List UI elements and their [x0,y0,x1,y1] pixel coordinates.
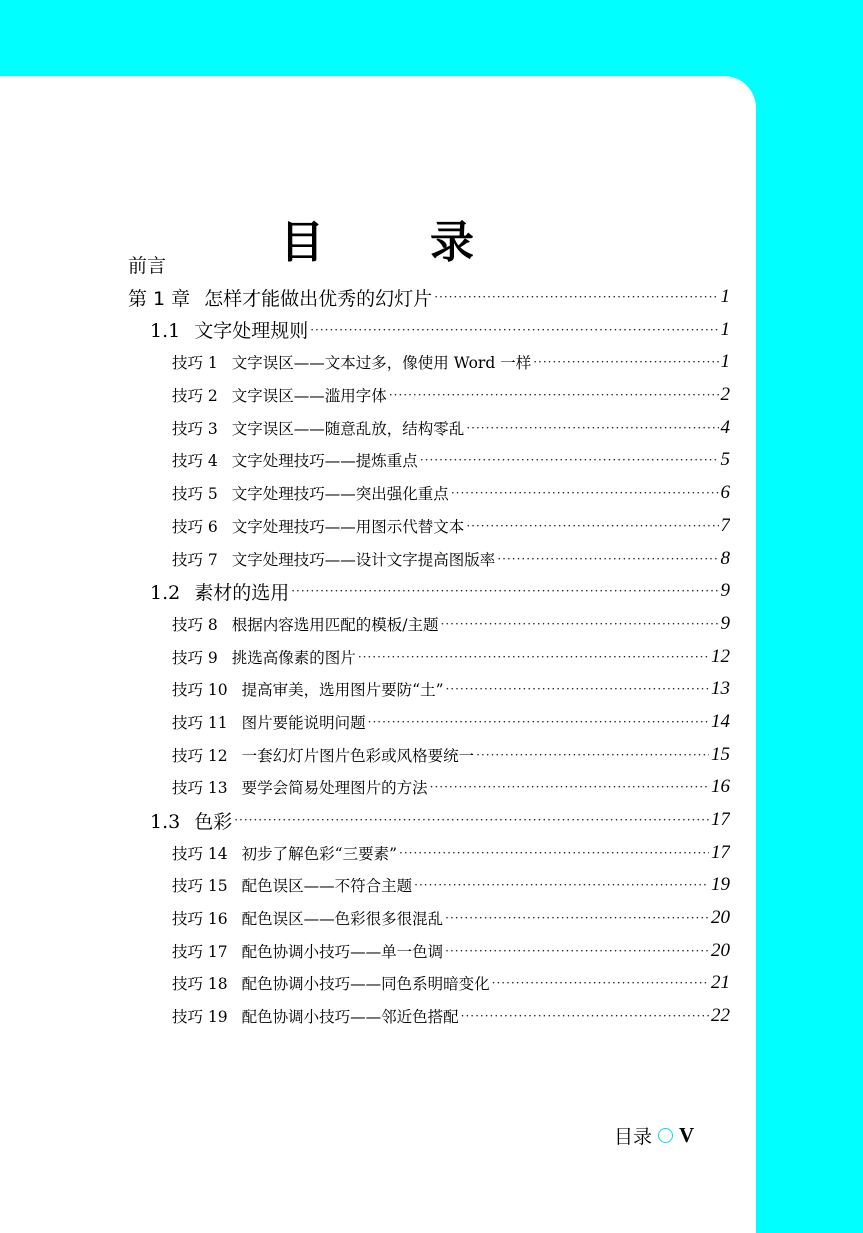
toc-entry-tip[interactable] [128,640,730,673]
entry-label [172,842,397,864]
entry-label [172,711,366,733]
entry-page: 13 [711,678,730,700]
entry-number: 技巧 5 [172,485,218,504]
toc-entry-tip[interactable] [128,836,730,869]
entry-number: 技巧 16 [172,910,228,929]
entry-title: 挑选高像素的图片 [231,648,356,667]
entry-label [128,284,432,311]
entry-label [172,449,418,471]
entry-page: 1 [720,286,730,308]
entry-title: 文字处理技巧——设计文字提高图版率 [231,550,496,569]
entry-page: 17 [711,841,730,863]
entry-label [172,548,495,570]
entry-title: 提高审美，选用图片要防“土” [241,681,444,700]
entry-number: 技巧 7 [172,550,218,569]
leader-dots [420,453,719,467]
entry-page: 20 [711,939,730,961]
entry-number: 技巧 18 [172,975,228,994]
entry-title: 素材的选用 [194,581,290,604]
page-number: V [679,1123,695,1147]
entry-title: 文字误区——文本过多，像使用 Word 一样 [231,354,532,373]
leader-dots [466,519,718,533]
entry-number: 技巧 11 [172,713,228,732]
entry-page: 21 [711,972,730,994]
entry-label [172,482,449,504]
leader-dots [445,911,709,925]
entry-number: 第 1 章 [128,287,191,310]
entry-page: 19 [711,874,730,896]
entry-page: 12 [711,645,730,667]
entry-number: 技巧 4 [172,452,218,471]
toc-preface[interactable] [128,248,730,281]
entry-title: 配色误区——不符合主题 [241,877,413,896]
leader-dots [291,584,718,598]
entry-label [172,972,490,994]
entry-page: 22 [711,1005,730,1027]
leader-dots [492,976,709,990]
page-footer [614,1122,694,1149]
entry-number: 技巧 17 [172,942,228,961]
preface-label: 前言 [128,254,167,277]
entry-title: 文字误区——随意乱放，结构零乱 [231,419,465,438]
entry-title: 色彩 [194,810,233,833]
entry-title: 根据内容选用匹配的模板/主题 [231,615,439,634]
entry-page: 6 [720,482,730,504]
entry-label [172,417,464,439]
entry-page: 4 [720,416,730,438]
toc-entry-tip[interactable] [128,510,730,543]
entry-label [172,874,412,896]
leader-dots [497,552,718,566]
leader-dots [234,813,709,827]
entry-page: 20 [711,907,730,929]
toc-entry-tip[interactable] [128,477,730,510]
entry-label [150,316,308,343]
leader-dots [310,323,718,337]
entry-title: 文字处理技巧——提炼重点 [231,452,418,471]
footer-label: 目录 [614,1126,653,1148]
entry-title: 初步了解色彩“三要素” [241,844,398,863]
entry-number: 技巧 10 [172,681,228,700]
leader-dots [476,748,709,762]
leader-dots [399,846,709,860]
entry-label [172,776,428,798]
toc-entry-tip[interactable] [128,411,730,444]
leader-dots [446,682,709,696]
leader-dots [430,780,709,794]
toc-entry-tip[interactable] [128,346,730,379]
entry-label [150,578,289,605]
entry-title: 文字处理规则 [194,320,309,343]
leader-dots [414,878,709,892]
entry-page: 2 [720,384,730,406]
leader-dots [368,715,709,729]
circle-icon [658,1128,673,1143]
entry-page: 7 [720,514,730,536]
entry-number: 1.1 [150,320,181,343]
entry-title: 图片要能说明问题 [241,713,366,732]
toc-entry-section[interactable] [128,313,730,346]
entry-label [172,613,439,635]
entry-label [172,940,443,962]
toc-entry-tip[interactable] [128,771,730,804]
entry-title: 配色协调小技巧——邻近色搭配 [241,1008,459,1027]
leader-dots [466,421,718,435]
toc-entry-tip[interactable] [128,706,730,739]
entry-title: 文字处理技巧——用图示代替文本 [231,517,465,536]
entry-title: 配色协调小技巧——单一色调 [241,942,444,961]
entry-number: 技巧 9 [172,648,218,667]
entry-label [172,1005,459,1027]
leader-dots [533,355,718,369]
toc-entry-tip[interactable] [128,967,730,1000]
leader-dots [441,617,719,631]
toc-entry-section[interactable] [128,804,730,837]
entry-page: 16 [711,776,730,798]
entry-label [172,646,356,668]
entry-number: 技巧 8 [172,615,218,634]
toc-entry-tip[interactable] [128,673,730,706]
leader-dots [451,486,719,500]
entry-label [172,351,531,373]
entry-page: 15 [711,743,730,765]
toc-entry-tip[interactable] [128,1000,730,1033]
entry-number: 1.2 [150,581,181,604]
toc-entry-tip[interactable] [128,542,730,575]
entry-title: 要学会简易处理图片的方法 [241,779,428,798]
entry-title: 文字误区——滥用字体 [231,387,387,406]
entry-number: 技巧 15 [172,877,228,896]
entry-title: 配色协调小技巧——同色系明暗变化 [241,975,490,994]
entry-page: 9 [720,612,730,634]
entry-number: 1.3 [150,810,181,833]
entry-label [172,907,443,929]
entry-number: 技巧 1 [172,354,218,373]
entry-title: 怎样才能做出优秀的幻灯片 [204,287,433,310]
toc-entry-tip[interactable] [128,444,730,477]
entry-page: 8 [720,547,730,569]
entry-page: 1 [720,351,730,373]
toc-entry-section[interactable] [128,575,730,608]
entry-number: 技巧 12 [172,746,228,765]
entry-number: 技巧 14 [172,844,228,863]
table-of-contents [128,248,730,1033]
toc-entry-tip[interactable] [128,608,730,641]
entry-label [172,744,474,766]
leader-dots [461,1009,709,1023]
entry-title: 配色误区——色彩很多很混乱 [241,910,444,929]
toc-entry-tip[interactable] [128,902,730,935]
entry-number: 技巧 19 [172,1008,228,1027]
leader-dots [434,290,718,304]
title-char: 目 [280,217,326,268]
entry-title: 文字处理技巧——突出强化重点 [231,485,449,504]
entry-page: 9 [720,580,730,602]
entry-number: 技巧 3 [172,419,218,438]
entry-number: 技巧 2 [172,387,218,406]
entry-label [172,678,444,700]
entry-label [150,807,232,834]
toc-entry-tip[interactable] [128,869,730,902]
entry-page: 1 [720,318,730,340]
toc-entry-tip[interactable] [128,738,730,771]
entry-page: 5 [720,449,730,471]
entry-page: 17 [711,809,730,831]
entry-page: 14 [711,710,730,732]
toc-entry-chapter[interactable] [128,281,730,314]
entry-title: 一套幻灯片图片色彩或风格要统一 [241,746,475,765]
toc-entry-tip[interactable] [128,379,730,412]
entry-number: 技巧 6 [172,517,218,536]
toc-entry-tip[interactable] [128,934,730,967]
leader-dots [358,650,709,664]
entry-label [172,384,387,406]
title-char: 录 [430,217,476,268]
entry-label [172,515,464,537]
entry-number: 技巧 13 [172,779,228,798]
leader-dots [389,388,719,402]
leader-dots [445,944,709,958]
